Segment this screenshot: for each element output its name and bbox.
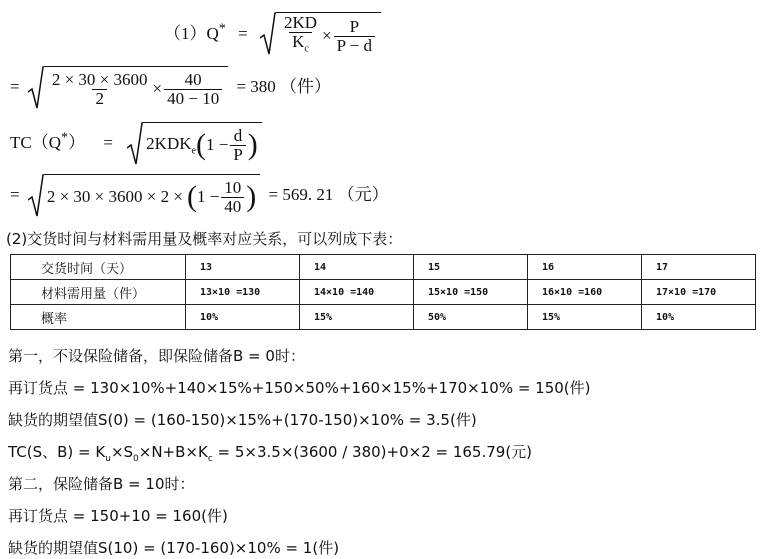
table-cell: 10% <box>642 305 756 330</box>
equals-sign: = <box>238 24 248 44</box>
fraction <box>281 14 320 58</box>
table-cell: 14×10 =140 <box>300 280 414 305</box>
formula-total-cost <box>10 122 262 166</box>
table-cell: 13×10 =130 <box>186 280 300 305</box>
text-line: TC(S、$B) = K_u\times S_0\times N+B\times K_c = 5\times 3.5\times(3600 / 380)+0\times 2 = 165.79$(元) <box>8 443 533 464</box>
numerator: 2 × 30 × 3600 <box>51 69 148 89</box>
table-cell: 10% <box>186 305 300 330</box>
denominator: 2 <box>92 89 107 108</box>
equals-sign: = <box>103 132 113 152</box>
table-intro: (2)交货时间与材料需用量及概率对应关系，可以列成下表： <box>6 230 403 248</box>
table-cell: 17×10 =170 <box>642 280 756 305</box>
radical <box>28 66 228 110</box>
denominator: P − d <box>334 36 375 55</box>
radical-icon <box>260 12 276 56</box>
formula-total-cost-calc <box>10 174 389 218</box>
table-cell: 15% <box>300 305 414 330</box>
radicand: $2KDK_e$ <box>146 133 196 157</box>
times-sign: × <box>322 26 332 46</box>
text-line: 缺货的期望值S(10) = (170-160)×10% = 1(件) <box>8 539 340 557</box>
denominator: 40 <box>221 197 244 216</box>
text-line: 第二，保险储备B = 10时： <box>8 475 195 493</box>
text-line: 缺货的期望值S(0) = (160-150)×15%+(170-150)×10% = 3.5(件) <box>8 411 477 429</box>
fraction <box>49 71 151 108</box>
table-cell: 15×10 =150 <box>414 280 528 305</box>
denominator: P <box>230 145 245 164</box>
equals-sign: = <box>10 184 20 204</box>
radicand: 2 × 30 × 3600 × 2 × <box>46 187 183 206</box>
numerator: P <box>349 16 360 36</box>
formula-tc-label: TC（Q*） <box>10 129 86 152</box>
star-mark: * <box>218 20 226 37</box>
table-row <box>11 305 756 330</box>
text-line: 再订货点 = 150+10 = 160(件) <box>8 507 228 525</box>
radical-icon <box>28 174 44 218</box>
one-minus: 1 − <box>205 135 229 154</box>
numerator: d <box>233 125 243 145</box>
denominator: $K_c$ <box>289 32 312 58</box>
row-header: 材料需用量（件） <box>11 280 186 305</box>
text-line: 再订货点 = 130×10%+140×15%+150×50%+160×15%+170×10% = 150(件) <box>8 379 591 397</box>
fraction <box>230 127 245 164</box>
delivery-table <box>10 254 756 330</box>
radical <box>28 174 260 218</box>
radical-icon <box>127 122 143 166</box>
table-cell: 50% <box>414 305 528 330</box>
table-cell: 13 <box>186 255 300 280</box>
paren-left: ( <box>186 180 197 213</box>
one-minus: 1 − <box>196 187 220 206</box>
table-cell: 17 <box>642 255 756 280</box>
table-cell: 16 <box>528 255 642 280</box>
table-cell: 14 <box>300 255 414 280</box>
result: = 380 （件） <box>236 76 332 96</box>
paren-left: ( <box>195 128 206 161</box>
table-cell: 15 <box>414 255 528 280</box>
paren-right: ) <box>247 128 258 161</box>
row-header: 交货时间（天） <box>11 255 186 280</box>
fraction <box>334 18 375 55</box>
row-header: 概率 <box>11 305 186 330</box>
equals-sign: = <box>10 76 20 96</box>
table-row <box>11 255 756 280</box>
formula-eoq-calc <box>10 66 331 110</box>
radical-icon <box>28 66 44 110</box>
numerator: 40 <box>184 69 202 89</box>
fraction <box>164 71 222 108</box>
result: = 569. 21 （元） <box>268 184 389 204</box>
radical <box>260 12 381 58</box>
table-row <box>11 280 756 305</box>
numerator: 10 <box>224 177 242 197</box>
formula-eoq <box>164 12 381 58</box>
times-sign: × <box>152 79 163 98</box>
paren-right: ) <box>246 180 257 213</box>
denominator: 40 − 10 <box>164 89 222 108</box>
radical <box>127 122 262 166</box>
table-cell: 15% <box>528 305 642 330</box>
text-line: 第一，不设保险储备，即保险储备B = 0时： <box>8 347 305 365</box>
numerator: 2KD <box>283 13 318 32</box>
table-cell: 16×10 =160 <box>528 280 642 305</box>
fraction <box>221 179 244 216</box>
formula-eoq-label: （1）Q <box>164 24 219 44</box>
